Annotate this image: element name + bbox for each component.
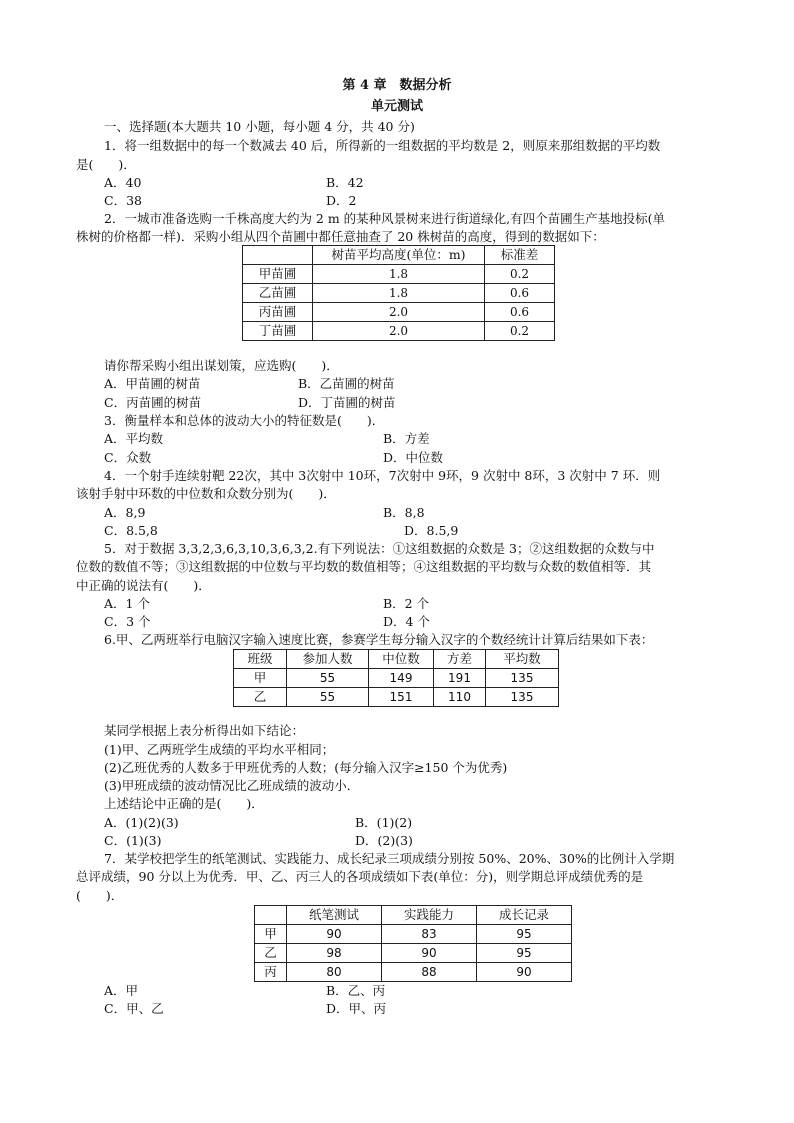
q7-option-c: C．甲、乙 bbox=[104, 1001, 164, 1016]
table-cell: 135 bbox=[486, 669, 559, 688]
q3-option-b: B．方差 bbox=[383, 431, 430, 446]
chapter-title: 第 4 章 数据分析 bbox=[342, 78, 452, 93]
table-cell: 0.2 bbox=[485, 265, 555, 284]
q1-option-b: B．42 bbox=[326, 175, 364, 190]
q5-option-d: D．4 个 bbox=[383, 614, 430, 629]
q1-option-d: D．2 bbox=[326, 193, 357, 208]
table-cell: 83 bbox=[382, 925, 477, 944]
table-header-cell bbox=[255, 906, 287, 925]
table-cell: 2.0 bbox=[313, 322, 485, 341]
q6-intro: 某同学根据上表分析得出如下结论： bbox=[104, 723, 305, 738]
q4-option-a: A．8,9 bbox=[104, 505, 146, 520]
table-cell: 1.8 bbox=[313, 265, 485, 284]
q7-option-b: B．乙、丙 bbox=[326, 983, 386, 998]
table-header-cell: 成长记录 bbox=[477, 906, 572, 925]
q3-option-d: D．中位数 bbox=[383, 450, 444, 465]
q2-option-d: D．丁苗圃的树苗 bbox=[298, 395, 396, 410]
q6-conclusion-2: (2)乙班优秀的人数多于甲班优秀的人数；(每分输入汉字≥150 个为优秀) bbox=[104, 760, 508, 775]
q3-option-a: A．平均数 bbox=[104, 431, 164, 446]
table-cell: 55 bbox=[287, 688, 369, 707]
page-subtitle: 单元测试 bbox=[370, 99, 423, 114]
q2-option-a: A．甲苗圃的树苗 bbox=[104, 376, 201, 391]
table-cell: 149 bbox=[369, 669, 434, 688]
q6-option-c: C．(1)(3) bbox=[104, 833, 162, 848]
table-cell: 135 bbox=[486, 688, 559, 707]
q6-conclusion-1: (1)甲、乙两班学生成绩的平均水平相同； bbox=[104, 742, 335, 757]
table-cell: 丙 bbox=[255, 963, 287, 982]
q2-table bbox=[242, 245, 555, 341]
q7-stem-2: 总评成绩，90 分以上为优秀．甲、乙、丙三人的各项成绩如下表(单位：分)，则学期总评成绩优秀的是 bbox=[76, 869, 644, 884]
table-row bbox=[243, 303, 555, 322]
table-cell: 2.0 bbox=[313, 303, 485, 322]
q3-option-c: C．众数 bbox=[104, 450, 152, 465]
table-header-cell: 树苗平均高度(单位：m) bbox=[313, 246, 485, 265]
table-cell: 191 bbox=[434, 669, 486, 688]
q4-option-b: B．8,8 bbox=[383, 505, 425, 520]
q1-option-c: C．38 bbox=[104, 193, 142, 208]
q6-option-b: B．(1)(2) bbox=[355, 815, 413, 830]
q4-option-c: C．8.5,8 bbox=[104, 523, 158, 538]
table-cell: 1.8 bbox=[313, 284, 485, 303]
q5-stem-3: 中正确的说法有( )． bbox=[76, 578, 211, 593]
table-cell: 丁苗圃 bbox=[243, 322, 313, 341]
table-header-cell: 实践能力 bbox=[382, 906, 477, 925]
q4-option-d: D．8.5,9 bbox=[404, 523, 459, 538]
q1-option-a: A．40 bbox=[104, 175, 142, 190]
table-row bbox=[255, 963, 572, 982]
table-cell: 95 bbox=[477, 944, 572, 963]
table-cell: 80 bbox=[287, 963, 382, 982]
table-cell: 55 bbox=[287, 669, 369, 688]
table-cell: 98 bbox=[287, 944, 382, 963]
table-cell: 甲苗圃 bbox=[243, 265, 313, 284]
q2-option-b: B．乙苗圃的树苗 bbox=[298, 376, 395, 391]
q7-table bbox=[254, 905, 572, 982]
table-cell: 0.6 bbox=[485, 284, 555, 303]
table-header-cell: 标准差 bbox=[485, 246, 555, 265]
table-row bbox=[243, 284, 555, 303]
section-heading: 一、选择题(本大题共 10 小题，每小题 4 分，共 40 分) bbox=[104, 119, 415, 134]
q3-stem: 3．衡量样本和总体的波动大小的特征数是( )． bbox=[104, 413, 385, 428]
table-header-row bbox=[255, 906, 572, 925]
q7-stem-1: 7．某学校把学生的纸笔测试、实践能力、成长纪录三项成绩分别按 50%、20%、30%的比例计入学期 bbox=[104, 851, 675, 866]
q7-option-d: D．甲、丙 bbox=[326, 1001, 387, 1016]
q2-stem-2: 株树的价格都一样)．采购小组从四个苗圃中都任意抽查了 20 株树苗的高度，得到的数据如下： bbox=[76, 229, 605, 244]
table-header-cell: 纸笔测试 bbox=[287, 906, 382, 925]
table-cell: 0.6 bbox=[485, 303, 555, 322]
table-cell: 甲 bbox=[234, 669, 287, 688]
q7-option-a: A．甲 bbox=[104, 983, 139, 998]
q6-option-d: D．(2)(3) bbox=[355, 833, 413, 848]
table-cell: 90 bbox=[287, 925, 382, 944]
table-cell: 乙 bbox=[234, 688, 287, 707]
table-cell: 90 bbox=[477, 963, 572, 982]
table-cell: 95 bbox=[477, 925, 572, 944]
table-cell: 乙苗圃 bbox=[243, 284, 313, 303]
table-header-cell: 班级 bbox=[234, 650, 287, 669]
q2-stem-1: 2．一城市准备选购一千株高度大约为 2 m 的某种风景树来进行街道绿化,有四个苗圃生产基地投标(单 bbox=[104, 211, 666, 226]
q5-stem-2: 位数的数值不等；③这组数据的中位数与平均数的数值相等；④这组数据的平均数与众数的数值相等．其 bbox=[76, 559, 652, 574]
table-header-cell: 平均数 bbox=[486, 650, 559, 669]
table-header-cell: 方差 bbox=[434, 650, 486, 669]
table-header-cell bbox=[243, 246, 313, 265]
q6-conclusion-3: (3)甲班成绩的波动情况比乙班成绩的波动小． bbox=[104, 778, 360, 793]
table-row bbox=[255, 925, 572, 944]
q6-ask: 上述结论中正确的是( )． bbox=[104, 796, 264, 811]
q4-stem-2: 该射手射中环数的中位数和众数分别为( )． bbox=[76, 486, 336, 501]
q5-stem-1: 5．对于数据 3,3,2,3,6,3,10,3,6,3,2.有下列说法：①这组数据的众数是 3；②这组数据的众数与中 bbox=[104, 541, 655, 556]
q7-stem-3: ( )． bbox=[76, 888, 124, 903]
table-cell: 151 bbox=[369, 688, 434, 707]
q5-option-a: A．1 个 bbox=[104, 596, 150, 611]
q2-ask: 请你帮采购小组出谋划策，应选购( )． bbox=[104, 358, 339, 373]
table-row bbox=[243, 265, 555, 284]
table-cell: 90 bbox=[382, 944, 477, 963]
table-cell: 88 bbox=[382, 963, 477, 982]
table-header-row bbox=[243, 246, 555, 265]
q5-option-b: B．2 个 bbox=[383, 596, 430, 611]
table-cell: 110 bbox=[434, 688, 486, 707]
table-header-cell: 参加人数 bbox=[287, 650, 369, 669]
table-cell: 0.2 bbox=[485, 322, 555, 341]
q1-stem-2: 是( )． bbox=[76, 157, 136, 172]
q6-stem: 6.甲、乙两班举行电脑汉字输入速度比赛，参赛学生每分输入汉字的个数经统计计算后结果如下表： bbox=[104, 632, 654, 647]
table-header-row bbox=[234, 650, 559, 669]
q5-option-c: C．3 个 bbox=[104, 614, 151, 629]
q4-stem-1: 4．一个射手连续射靶 22次，其中 3次射中 10环，7次射中 9环，9 次射中 8环，3 次射中 7 环．则 bbox=[104, 468, 661, 483]
table-cell: 甲 bbox=[255, 925, 287, 944]
table-cell: 乙 bbox=[255, 944, 287, 963]
table-row bbox=[234, 688, 559, 707]
q6-table bbox=[233, 649, 559, 707]
table-row bbox=[255, 944, 572, 963]
q1-stem-1: 1．将一组数据中的每一个数减去 40 后，所得新的一组数据的平均数是 2，则原来那组数据的平均数 bbox=[104, 138, 661, 153]
q2-option-c: C．丙苗圃的树苗 bbox=[104, 395, 202, 410]
table-cell: 丙苗圃 bbox=[243, 303, 313, 322]
q6-option-a: A．(1)(2)(3) bbox=[104, 815, 179, 830]
table-header-cell: 中位数 bbox=[369, 650, 434, 669]
table-row bbox=[234, 669, 559, 688]
table-row bbox=[243, 322, 555, 341]
